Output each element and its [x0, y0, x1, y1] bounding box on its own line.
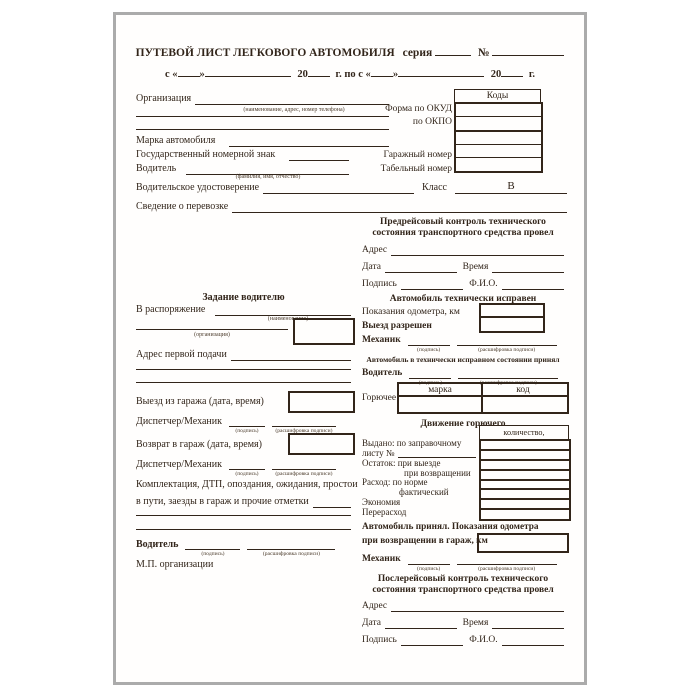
date-blank [501, 67, 523, 77]
fio-blank [502, 280, 564, 290]
disposal-row [136, 304, 351, 316]
signature-hint: (подпись) [417, 566, 441, 572]
return-garage-label: Возврат в гараж (дата, время) [136, 439, 262, 450]
fuel-code-header: код [516, 385, 530, 395]
signature-hint: (подпись) [418, 380, 442, 386]
date-year-prefix: 20 [490, 68, 502, 80]
fuel-row-sheet-no [362, 448, 476, 458]
signature-line [457, 554, 557, 565]
signature-decode-hint: (расшифровка подписи) [275, 428, 333, 434]
fio-blank [502, 636, 564, 646]
address-blank [391, 602, 564, 612]
fio-label: Ф.И.О. [469, 635, 498, 645]
signature-field [408, 335, 450, 353]
divider [456, 144, 541, 145]
signature-line [408, 554, 450, 565]
signature-line [457, 335, 557, 346]
signature-decode-field [272, 459, 336, 477]
organization-blank [195, 94, 389, 105]
organization-label: Организация [136, 93, 192, 104]
precheck-sign-row [362, 279, 564, 290]
fuel-label: Горючее [362, 393, 397, 403]
odometer-label: Показания одометра, км [362, 307, 460, 317]
mechanic-sign-row-2 [362, 554, 564, 572]
fuel-brand-header: марка [428, 385, 452, 395]
signature-line [247, 539, 335, 550]
postcheck-title-1: Послерейсовый контроль технического [377, 574, 549, 584]
date-from-label: с « [164, 68, 178, 80]
sign-blank [401, 280, 463, 290]
divider [481, 488, 569, 490]
shipping-row [136, 201, 567, 213]
notes-line-1: Комплектация, ДТП, опоздания, ожидания, простои [136, 479, 358, 490]
fio-label: Ф.И.О. [469, 279, 498, 289]
date-blank [178, 67, 200, 77]
waybill-sheet [113, 12, 587, 685]
brand-label: Марка автомобиля [136, 135, 216, 146]
accepted-line-2: при возвращении в гараж, км [362, 536, 488, 546]
disposal-label: В распоряжение [136, 304, 206, 315]
license-label: Водительское удостоверение [136, 182, 260, 194]
address-blank [391, 246, 564, 256]
shipping-blank [232, 202, 567, 213]
divider [456, 116, 541, 117]
garage-number-label: Гаражный номер [383, 150, 452, 160]
date-blank [385, 263, 457, 273]
signature-line [272, 459, 336, 470]
signature-hint: (подпись) [201, 551, 225, 557]
date-row [116, 67, 584, 81]
class-value: В [455, 180, 567, 194]
dispatcher-label: Диспетчер/Механик [136, 416, 222, 427]
plate-label: Государственный номерной знак [136, 149, 276, 160]
signature-hint: (подпись) [235, 471, 259, 477]
time-label: Время [462, 618, 489, 628]
blank-line [136, 515, 351, 516]
driver-row [136, 163, 349, 175]
time-blank [492, 263, 564, 273]
disposal-blank [215, 305, 351, 316]
first-address-label: Адрес первой подачи [136, 349, 227, 360]
precheck-title-1: Предрейсовый контроль технического [380, 217, 546, 227]
first-address-row [136, 349, 351, 361]
stamp-label: М.П. организации [136, 559, 214, 570]
notes-blank [313, 497, 351, 508]
blank-line [136, 369, 351, 370]
return-garage-box [288, 433, 355, 455]
fuel-sheet-no-label: листу № [362, 448, 395, 458]
signature-decode-field [457, 554, 557, 572]
blank-line [136, 129, 389, 130]
dispatcher-row-2 [136, 459, 351, 477]
signature-line [272, 416, 336, 427]
signature-field [229, 416, 265, 434]
date-quote: » [199, 68, 205, 80]
tab-number-label: Табельный номер [380, 164, 452, 174]
signature-decode-hint: (расшифровка подписи) [262, 551, 320, 557]
organization-row [136, 93, 389, 105]
codes-box [454, 102, 543, 132]
fuel-row-rest-departure: Остаток: при выезде [362, 458, 441, 468]
number-blank [492, 45, 564, 56]
address-label: Адрес [362, 601, 388, 611]
postcheck-address-row [362, 601, 564, 612]
date-blank [205, 67, 291, 77]
signature-line [409, 368, 451, 379]
time-blank [492, 619, 564, 629]
series-label: серия [402, 46, 433, 59]
date-year-suffix: г. [528, 68, 536, 80]
fuel-sheet-no-blank [398, 449, 476, 459]
signature-line [229, 459, 265, 470]
signature-decode-hint: (расшифровка подписи) [478, 347, 536, 353]
blank-line [136, 382, 351, 383]
license-blank [263, 183, 414, 194]
odometer-box [479, 303, 545, 333]
fuel-qty-rows-box [479, 439, 571, 521]
date-blank [308, 67, 330, 77]
depart-allowed-label: Выезд разрешен [362, 321, 432, 331]
signature-field [408, 554, 450, 572]
tech-ok-title: Автомобиль технически исправен [389, 294, 537, 304]
precheck-title-2: состояния транспортного средства провел [372, 228, 554, 238]
plate-blank [289, 150, 349, 161]
form-title: ПУТЕВОЙ ЛИСТ ЛЕГКОВОГО АВТОМОБИЛЯ [135, 46, 395, 59]
fuel-brand-code-table [397, 382, 569, 414]
fuel-qty-header-box: количество, [479, 425, 569, 440]
divider [481, 498, 569, 500]
date-to-label: г. по с « [335, 68, 371, 80]
mechanic-label: Механик [362, 335, 401, 345]
signature-field [185, 539, 240, 557]
form-title-row [116, 45, 584, 60]
divider [481, 508, 569, 510]
divider [456, 157, 541, 158]
dispatcher-label: Диспетчер/Механик [136, 459, 222, 470]
date-year-prefix: 20 [297, 68, 308, 80]
signature-field [229, 459, 265, 477]
divider [481, 459, 569, 461]
depart-garage-label: Выезд из гаража (дата, время) [136, 396, 264, 407]
disposal-code-box [293, 318, 355, 345]
okud-label: Форма по ОКУД [385, 104, 452, 114]
brand-blank [229, 136, 389, 147]
sign-label: Подпись [362, 279, 397, 289]
return-odometer-box [477, 533, 569, 553]
signature-line [229, 416, 265, 427]
signature-line [408, 335, 450, 346]
depart-garage-box [288, 391, 355, 413]
blank-line [136, 529, 351, 530]
divider [481, 469, 569, 471]
plate-row [136, 149, 349, 161]
driver-label: Водитель [136, 163, 177, 174]
fuel-row-overrun: Перерасход [362, 507, 407, 517]
series-blank [435, 45, 471, 56]
license-row [136, 180, 567, 194]
notes-line-2: в пути, заезды в гараж и прочие отметки [136, 496, 309, 507]
dispatcher-row-1 [136, 416, 351, 434]
number-label: № [477, 46, 490, 59]
address-label: Адрес [362, 245, 388, 255]
codes-header-box: Коды [454, 89, 541, 104]
divider [481, 479, 569, 481]
first-address-blank [231, 350, 351, 361]
precheck-date-row [362, 262, 564, 273]
fuel-movement-title: Движение горючего [420, 419, 506, 429]
sign-label: Подпись [362, 635, 397, 645]
fuel-row-issued: Выдано: по заправочному [362, 438, 462, 448]
signature-decode-hint: (расшифровка подписи) [479, 380, 537, 386]
driver-fio-hint: (фамилия, имя, отчество) [235, 174, 301, 180]
signature-decode-field [247, 539, 335, 557]
signature-decode-field [457, 335, 557, 353]
signature-hint: (подпись) [417, 347, 441, 353]
disposal-org-hint: (организация) [194, 332, 230, 338]
class-label: Класс [422, 182, 447, 194]
divider [481, 449, 569, 451]
date-blank [385, 619, 457, 629]
signature-decode-hint: (расшифровка подписи) [478, 566, 536, 572]
signature-line [185, 539, 240, 550]
driver-blank [186, 164, 349, 175]
fuel-row-economy: Экономия [362, 497, 401, 507]
shipping-label: Сведение о перевозке [136, 201, 229, 212]
mechanic-label: Механик [362, 554, 401, 564]
fuel-row-consumption-actual: фактический [399, 487, 449, 497]
blank-line [136, 329, 288, 330]
sign-blank [401, 636, 463, 646]
organization-hint: (наименование, адрес, номер телефона) [243, 107, 345, 113]
postcheck-sign-row [362, 635, 564, 646]
signature-hint: (подпись) [235, 428, 259, 434]
fuel-row-consumption-norm: Расход: по норме [362, 477, 428, 487]
signature-decode-field [272, 416, 336, 434]
signature-line [458, 368, 558, 379]
postcheck-title-2: состояния транспортного средства провел [372, 585, 554, 595]
date-label: Дата [362, 618, 381, 628]
notes-line-2-row [136, 496, 351, 508]
disposal-name-hint: (наименование) [267, 316, 309, 322]
tech-driver-label: Водитель [362, 368, 403, 378]
date-blank [398, 67, 484, 77]
postcheck-date-row [362, 618, 564, 629]
date-blank [371, 67, 393, 77]
brand-row [136, 135, 389, 147]
fuel-row-rest-return: при возвращении [404, 468, 471, 478]
task-driver-label: Водитель [136, 539, 179, 550]
time-label: Время [462, 262, 489, 272]
task-driver-sign-row [136, 539, 351, 557]
accepted-line-1: Автомобиль принял. Показания одометра [362, 522, 539, 532]
tech-accepted-title: Автомобиль в технически исправном состоянии принял [366, 355, 560, 364]
divider [481, 316, 543, 318]
vehicle-numbers-box [454, 130, 543, 173]
okpo-label: по ОКПО [412, 117, 452, 127]
task-title: Задание водителю [202, 292, 285, 303]
date-quote: » [392, 68, 399, 80]
signature-decode-hint: (расшифровка подписи) [275, 471, 333, 477]
date-label: Дата [362, 262, 381, 272]
mechanic-sign-row-1 [362, 335, 564, 353]
precheck-address-row [362, 245, 564, 256]
